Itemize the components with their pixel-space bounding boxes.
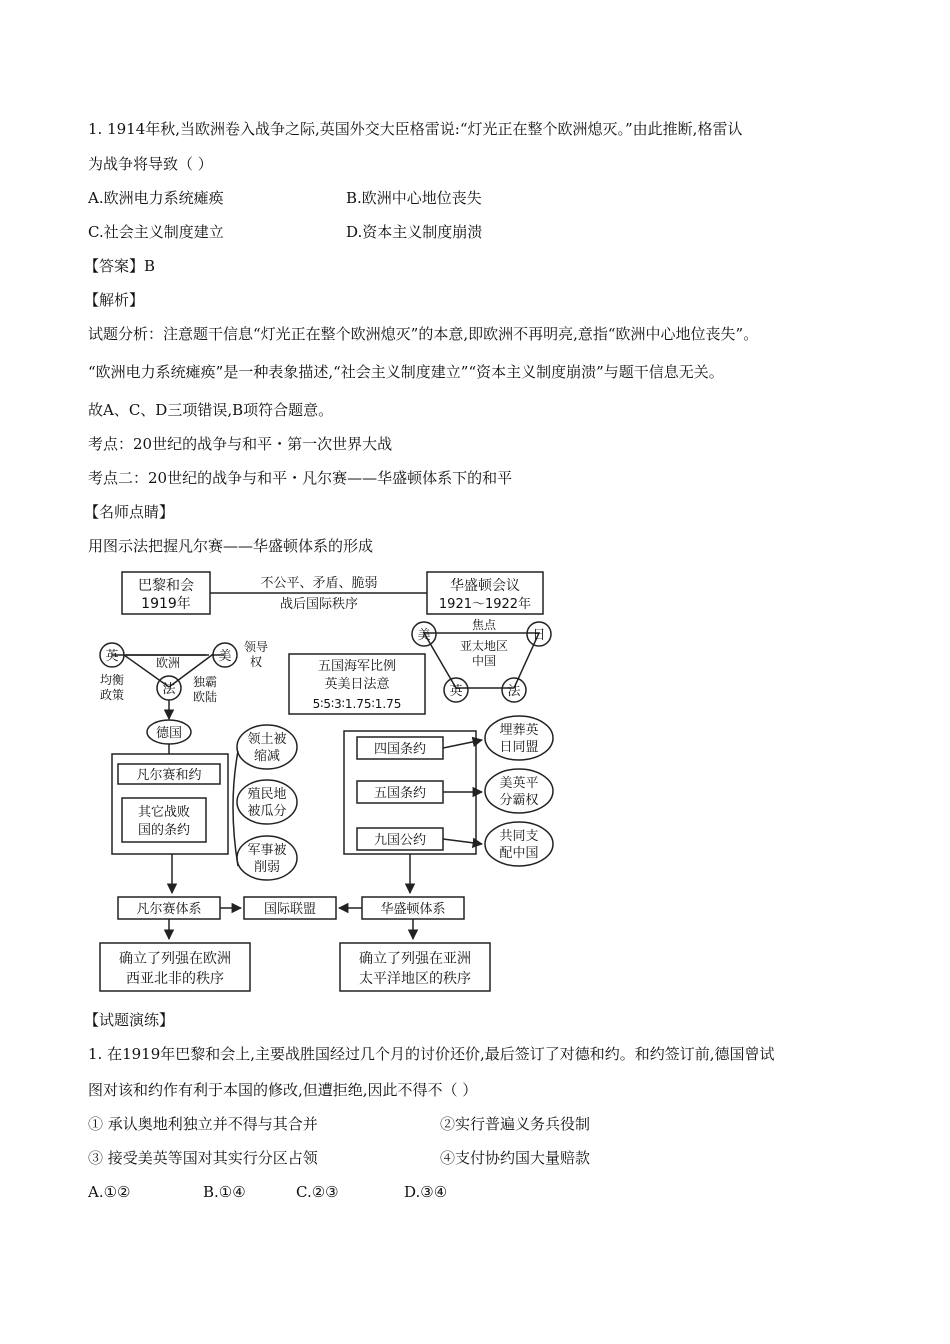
nine-power-label: 九国公约 bbox=[373, 833, 427, 848]
practice-choice-c: C.②③ bbox=[296, 1183, 339, 1201]
teacher-heading: 【名师点睛】 bbox=[84, 503, 175, 521]
q1-kaodian1: 考点：20世纪的战争与和平・第一次世界大战 bbox=[88, 435, 393, 453]
res3-label-2: 配中国 bbox=[499, 846, 539, 861]
china-label: 中国 bbox=[471, 654, 497, 668]
paris-label-1: 巴黎和会 bbox=[138, 578, 194, 594]
europe-label: 欧洲 bbox=[155, 656, 181, 670]
q1-analysis-line3: 故A、C、D三项错误,B项符合题意。 bbox=[88, 401, 334, 419]
practice-item-4: ④支付协约国大量赔款 bbox=[440, 1149, 591, 1167]
practice-choice-b: B.①④ bbox=[203, 1183, 246, 1201]
oval3-label-2: 削弱 bbox=[253, 860, 281, 875]
q1-analysis-line2: “欧洲电力系统瘫痪”是一种表象描述,“社会主义制度建立”“资本主义制度崩溃”与题干信息无关。 bbox=[88, 363, 724, 381]
balance-label-1: 均衡 bbox=[99, 673, 125, 687]
other-treaties-label-1: 其它战败 bbox=[137, 805, 191, 820]
naval-label-2: 英美日法意 bbox=[324, 677, 390, 692]
q1-answer: 【答案】B bbox=[84, 257, 156, 275]
versailles-treaty-label: 凡尔赛和约 bbox=[136, 768, 202, 783]
germany-label: 德国 bbox=[155, 726, 183, 741]
europe-order-label-2: 西亚北非的秩序 bbox=[126, 971, 224, 987]
q1-option-a: A.欧洲电力系统瘫痪 bbox=[88, 189, 224, 207]
dominate-label-2: 欧陆 bbox=[192, 690, 218, 704]
four-power-label: 四国条约 bbox=[373, 742, 427, 757]
uk-label-right: 英 bbox=[449, 684, 463, 699]
asia-order-label-2: 太平洋地区的秩序 bbox=[359, 971, 471, 987]
focus-label: 焦点 bbox=[471, 618, 497, 632]
oval1-label-1: 领土被 bbox=[247, 732, 287, 747]
oval2-label-1: 殖民地 bbox=[247, 787, 287, 802]
paris-label-2: 1919年 bbox=[141, 596, 191, 612]
lead-label-2: 权 bbox=[249, 655, 263, 669]
q1-analysis-line1: 试题分析：注意题干信息“灯光正在整个欧洲熄灭”的本意,即欧洲不再明亮,意指“欧洲中心地位丧失”。 bbox=[88, 325, 759, 343]
practice-stem-line2: 图对该和约作有利于本国的修改,但遭拒绝,因此不得不（ ） bbox=[88, 1081, 478, 1099]
balance-label-2: 政策 bbox=[99, 688, 125, 702]
q1-stem-line2: 为战争将导致（ ） bbox=[88, 155, 213, 173]
versailles-washington-diagram bbox=[94, 566, 564, 998]
uk-label: 英 bbox=[105, 649, 119, 664]
oval1-label-2: 缩减 bbox=[253, 749, 281, 764]
fr-label: 法 bbox=[162, 682, 176, 697]
practice-item-2: ②实行普遍义务兵役制 bbox=[440, 1115, 591, 1133]
q1-kaodian2: 考点二：20世纪的战争与和平・凡尔赛——华盛顿体系下的和平 bbox=[88, 469, 513, 487]
q1-option-b: B.欧洲中心地位丧失 bbox=[346, 189, 482, 207]
versailles-system-label: 凡尔赛体系 bbox=[136, 902, 202, 917]
naval-label-1: 五国海军比例 bbox=[317, 659, 397, 674]
practice-stem-line1: 1. 在1919年巴黎和会上,主要战胜国经过几个月的讨价还价,最后签订了对德和约。和约签订前,德国曾试 bbox=[88, 1045, 775, 1063]
q1-option-c: C.社会主义制度建立 bbox=[88, 223, 224, 241]
fr-label-right: 法 bbox=[507, 684, 521, 699]
q1-option-d: D.资本主义制度崩溃 bbox=[346, 223, 483, 241]
five-power-label: 五国条约 bbox=[373, 786, 427, 801]
teacher-intro: 用图示法把握凡尔赛——华盛顿体系的形成 bbox=[88, 537, 374, 555]
practice-choice-a: A.①② bbox=[88, 1183, 131, 1201]
practice-item-1: ① 承认奥地利独立并不得与其合并 bbox=[88, 1115, 318, 1133]
q1-analysis-heading: 【解析】 bbox=[84, 291, 145, 309]
oval3-label-1: 军事被 bbox=[247, 843, 287, 858]
oval2-label-2: 被瓜分 bbox=[247, 804, 287, 819]
practice-heading: 【试题演练】 bbox=[84, 1011, 175, 1029]
league-label: 国际联盟 bbox=[263, 902, 317, 917]
link-top-text: 不公平、矛盾、脆弱 bbox=[260, 576, 378, 591]
dominate-label-1: 独霸 bbox=[192, 675, 218, 689]
lead-label-1: 领导 bbox=[243, 640, 269, 654]
us-label: 美 bbox=[218, 649, 232, 664]
practice-item-3: ③ 接受美英等国对其实行分区占领 bbox=[88, 1149, 318, 1167]
res1-label-1: 埋葬英 bbox=[499, 723, 539, 738]
res2-label-1: 美英平 bbox=[499, 776, 539, 791]
res2-label-2: 分霸权 bbox=[499, 793, 539, 808]
washington-label-1: 华盛顿会议 bbox=[450, 578, 520, 594]
us-label-right: 美 bbox=[417, 628, 431, 643]
asia-order-label-1: 确立了列强在亚洲 bbox=[359, 951, 471, 967]
practice-choice-d: D.③④ bbox=[404, 1183, 448, 1201]
res1-label-2: 日同盟 bbox=[499, 740, 539, 755]
res3-label-1: 共同支 bbox=[499, 829, 539, 844]
q1-stem-line1: 1. 1914年秋,当欧洲卷入战争之际,英国外交大臣格雷说:“灯光正在整个欧洲熄灭。”由此推断,格雷认 bbox=[88, 120, 743, 138]
jp-label: 日 bbox=[532, 628, 546, 643]
washington-system-label: 华盛顿体系 bbox=[380, 902, 446, 917]
asia-pacific-label: 亚太地区 bbox=[459, 639, 509, 653]
link-bottom-text: 战后国际秩序 bbox=[279, 597, 359, 612]
naval-label-3: 5∶5∶3∶1.75∶1.75 bbox=[312, 697, 402, 711]
washington-label-2: 1921～1922年 bbox=[438, 597, 532, 612]
europe-order-label-1: 确立了列强在欧洲 bbox=[119, 951, 231, 967]
other-treaties-label-2: 国的条约 bbox=[137, 823, 191, 838]
